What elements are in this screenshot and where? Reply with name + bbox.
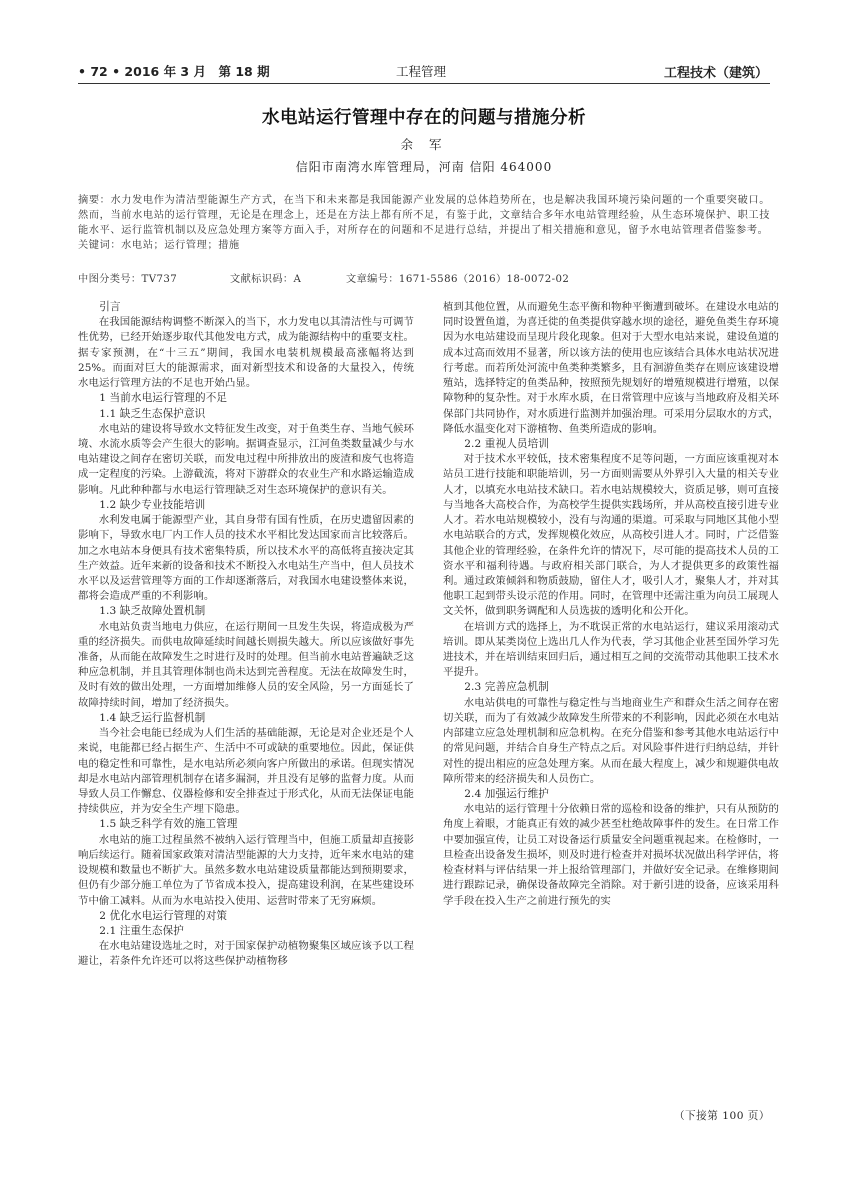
body-paragraph: 水利发电属于能源型产业，其自身带有国有性质，在历史遗留因素的影响下，导致水电厂内工作人员的技术水平相比发达国家而言比较落后。加之水电站本身便具有技术密集特质，所以技术水平的高低将直接决定其生产效益。近年来新的设备和技术不断投入水电站生产当中，但人员技术水平以及运营管理等方面的工作却逐渐落后，对我国水电建设整体来说，都将会造成严重的不利影响。 — [78, 514, 414, 603]
body-paragraph: 当今社会电能已经成为人们生活的基础能源，无论是对企业还是个人来说，电能都已经占据生产、生活中不可或缺的重要地位。因此，保证供电的稳定性和可靠性，是水电站所必须向客户所做出的承诺。但现实情况却是水电站内部管理机制存在诸多漏洞，并且没有足够的监督力度。从而导致人员工作懈怠、仪器检修和安全排查过于形式化，从而无法保证电能持续供应，并为安全生产埋下隐患。 — [78, 727, 414, 816]
subsection-heading: 2.2 重视人员培训 — [464, 437, 549, 450]
paper-affiliation: 信阳市南湾水库管理局，河南 信阳 464000 — [295, 160, 553, 174]
body-paragraph: 水电站供电的可靠性与稳定性与当地商业生产和群众生活之间存在密切关联，而为了有效减少故障发生所带来的不利影响，因此必须在水电站内部建立应急处理机制和应急机构。在充分借鉴和参考其他水电站运行中的常见问题，并结合自身生产特点之后。对风险事件进行归纳总结，并针对性的提出相应的应急处理方案。从而在最大程度上，减少和规避供电故障所带来的经济损失和人员伤亡。 — [443, 696, 779, 785]
header-journal: 工程技术（建筑） — [663, 66, 768, 81]
abstract-block — [78, 193, 770, 253]
body-paragraph: 对于技术水平较低，技术密集程度不足等问题，一方面应该重视对本站员工进行技能和职能培训，另一方面则需要从外界引入大量的相关专业人才，以填充水电站技术缺口。若水电站规模较大，资质足够，则可直接与当地各大高校合作，为高校学生提供实践场所，并从高校直接引进专业人才。若水电站规模较小，没有与沟通的渠道。可采取与同地区其他小型水电站联合的方式，发挥规模化效应，从高校引进人才。同时，广泛借鉴其他企业的管理经验，在条件允许的情况下，尽可能的提高技术人员的工资水平和福利待遇。与政府相关部门联合，为人才提供更多的政策性福利。通过政策倾斜和物质鼓励，留住人才，吸引人才，聚集人才，并对其他职工起到带头设示范的作用。同时，在管理中还需注重为向员工展现人文关怀，做到职务调配和人员选拔的透明化和公开化。 — [443, 453, 779, 618]
paper-author: 余 军 — [400, 137, 448, 152]
body-paragraph: 在培训方式的选择上，为不耽误正常的水电站运行，建议采用滚动式培训。即从某类岗位上选出几人作为代表，学习其他企业甚至国外学习先进技术，并在培训结束回归后，通过相互之间的交流带动其他职工技术水平提升。 — [443, 620, 779, 679]
body-paragraph: 水电站的运行管理十分依赖日常的巡检和设备的维护，只有从预防的角度上着眼，才能真正有效的减少甚至杜绝故障事件的发生。在日常工作中要加强宣传，让员工对设备运行质量安全问题重视起来。在检修时，一旦检查出设备发生损坏，则及时进行检查并对损坏状况做出科学评估，将检查材料与评估结果一并上报给管理部门，并做好安全记录。在维修期间进行跟踪记录，确保设备故障完全消除。对于新引进的设备，应该采用科学手段在投入生产之前进行预先的实 — [443, 803, 779, 907]
section-heading: 2 优化水电运行管理的对策 — [99, 909, 228, 922]
subsection-heading: 1.1 缺乏生态保护意识 — [99, 407, 206, 420]
body-paragraph: 水电站的施工过程虽然不被纳入运行管理当中，但施工质量却直接影响后续运行。随着国家政策对清洁型能源的大力支持，近年来水电站的建设规模和数量也不断扩大。虽然多数水电站建设质量都能达到预期要求，但仍有少部分施工单位为了节省成本投入，提高建设利润，在某些建设环节中偷工减料。从而为水电站投入使用、运营时带来了无穷麻烦。 — [78, 833, 414, 907]
subsection-heading: 1.2 缺少专业技能培训 — [99, 498, 206, 511]
document-code: 文献标识码：A — [230, 274, 302, 285]
subsection-heading: 1.3 缺乏故障处置机制 — [99, 605, 206, 618]
body-paragraph: 在水电站建设选址之时，对于国家保护动植物聚集区域应该予以工程避让，若条件允许还可以将这些保护动植物移 — [78, 940, 414, 968]
abstract-text: 摘要：水力发电作为清洁型能源生产方式，在当下和未来都是我国能源产业发展的总体趋势所在，也是解决我国环境污染问题的一个重要突破口。然而，当前水电站的运行管理，无论是在理念上，还是在方法上都有所不足，有鉴于此，文章结合多年水电站管理经验，从生态环境保护、职工技能水平、运行监管机制以及应急处理方案等方面入手，对所存在的问题和不足进行总结，并提出了相关措施和意见，留予水电站管理者借鉴参考。 — [78, 195, 770, 236]
paper-title: 水电站运行管理中存在的问题与措施分析 — [262, 108, 586, 128]
running-header — [78, 60, 768, 82]
body-column-left — [78, 300, 414, 970]
article-number: 文章编号：1671-5586（2016）18-0072-02 — [346, 274, 570, 285]
subsection-heading: 1.4 缺乏运行监督机制 — [99, 711, 206, 724]
clc-number: 中图分类号：TV737 — [78, 274, 178, 285]
body-paragraph: 植到其他位置，从而避免生态平衡和物种平衡遭到破坏。在建设水电站的同时设置鱼道，为喜迁徙的鱼类提供穿越水坝的途径，避免鱼类生存环境因为水电站建设而呈现片段化现象。但对于大型水电站来说，建设鱼道的成本过高而效用不显著，所以该方法的使用也应该结合具体水电站状况进行考虑。而若所处河流中鱼类种类繁多，且有洄游鱼类存在则应该建设增殖站，选择特定的鱼类品种，按照预先规划好的增殖规模进行增殖，以保障物种的复杂性。对于水库水质，在日常管理中应该与当地政府及相关环保部门共同协作，对水质进行监测并加强治理。可采用分层取水的方式，降低水温变化对下游植物、鱼类所造成的影响。 — [443, 301, 779, 435]
section-heading: 1 当前水电运行管理的不足 — [99, 392, 228, 405]
body-column-right — [443, 300, 779, 909]
header-section: 工程管理 — [396, 64, 447, 79]
body-paragraph: 水电站负责当地电力供应，在运行期间一旦发生失误，将造成极为严重的经济损失。而供电故障延续时间越长则损失越大。所以应该做好事先准备，从而能在故障发生之时进行及时的处理。但当前水电站普遍缺乏这种应急机制，并且其管理体制也尚未达到完善程度。无法在故障发生时，及时有效的做出处理，一方面增加维修人员的安全风险，另一方面延长了故障持续时间，增加了经济损失。 — [78, 620, 414, 709]
subsection-heading: 2.1 注重生态保护 — [99, 924, 184, 937]
section-heading: 引言 — [99, 301, 121, 313]
header-rule — [78, 83, 770, 84]
header-issue: • 72 • 2016 年 3 月 第 18 期 — [78, 64, 270, 79]
subsection-heading: 1.5 缺乏科学有效的施工管理 — [99, 818, 238, 831]
body-paragraph: 在我国能源结构调整不断深入的当下，水力发电以其清洁性与可调节性优势，已经开始逐步取代其他发电方式，成为能源结构中的重要支柱。据专家预测，在“十三五”期间，我国水电装机规模最高涨幅将达到 25%。而面对巨大的能源需求，面对新型技术和设备的大量投入，传统水电运行管理方法的不足也开始凸显。 — [78, 316, 414, 390]
subsection-heading: 2.3 完善应急机制 — [464, 681, 549, 694]
continued-note: （下接第 100 页） — [673, 1110, 770, 1122]
subsection-heading: 2.4 加强运行维护 — [464, 788, 549, 800]
keywords-text: 关键词：水电站；运行管理；措施 — [78, 240, 240, 251]
body-paragraph: 水电站的建设将导致水文特征发生改变，对于鱼类生存、当地气候环境、水流水质等会产生很大的影响。据调查显示，江河鱼类数量减少与水电站建设之间存在密切关联，而发电过程中所排放出的废渣和废气也将造成一定程度的污染。上游截流，将对下游群众的农业生产和水路运输造成影响。凡此种种都与水电运行管理缺乏对生态环境保护的意识有关。 — [78, 422, 414, 496]
